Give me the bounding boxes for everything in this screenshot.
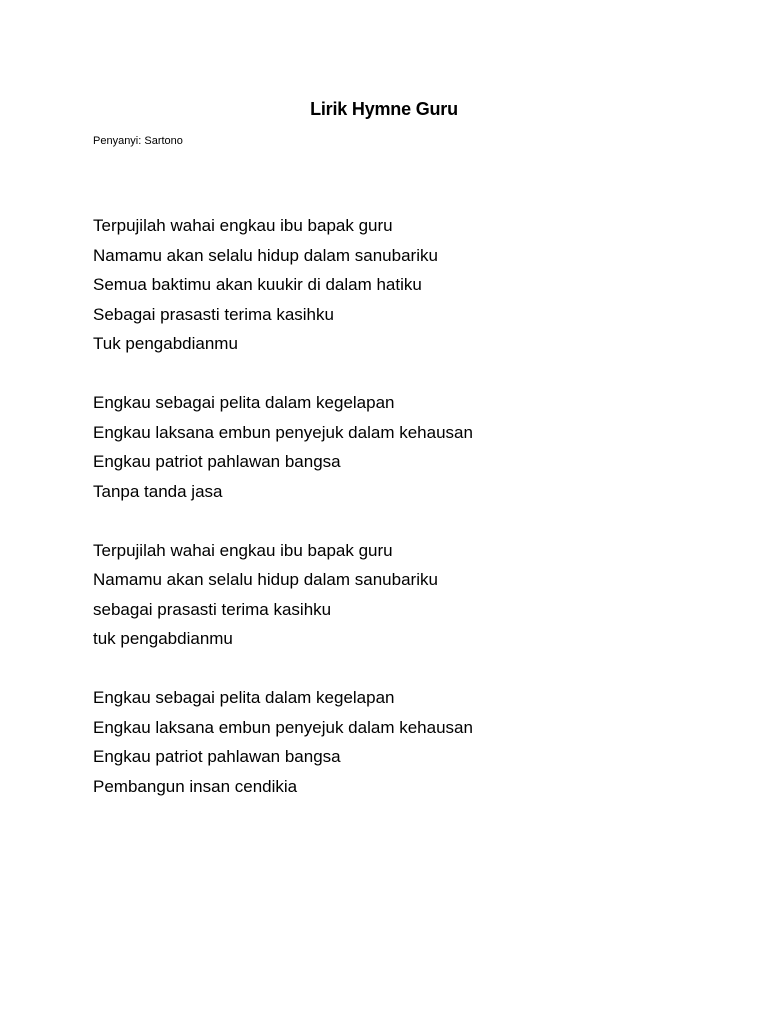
lyric-line: Terpujilah wahai engkau ibu bapak guru bbox=[93, 216, 393, 235]
lyric-line: Tanpa tanda jasa bbox=[93, 481, 223, 501]
lyric-line: sebagai prasasti terima kasihku bbox=[93, 599, 332, 619]
lyric-line: Sebagai prasasti terima kasihku bbox=[93, 304, 334, 324]
document-title: Lirik Hymne Guru bbox=[310, 99, 458, 119]
stanza-3 bbox=[93, 536, 713, 654]
lyric-line: Engkau patriot pahlawan bangsa bbox=[93, 747, 341, 766]
lyrics-body bbox=[93, 211, 713, 831]
lyric-line: Semua baktimu akan kuukir di dalam hatiku bbox=[93, 275, 422, 294]
lyric-line: Engkau laksana embun penyejuk dalam kehausan bbox=[93, 717, 473, 737]
lyric-line: Pembangun insan cendikia bbox=[93, 776, 298, 796]
lyric-line: Namamu akan selalu hidup dalam sanubariku bbox=[93, 245, 438, 265]
lyric-line: Engkau sebagai pelita dalam kegelapan bbox=[93, 688, 395, 707]
lyric-line: Engkau sebagai pelita dalam kegelapan bbox=[93, 393, 395, 412]
singer-credit: Penyanyi: Sartono bbox=[93, 135, 183, 147]
stanza-1 bbox=[93, 211, 713, 359]
stanza-2 bbox=[93, 388, 713, 506]
lyric-line: Terpujilah wahai engkau ibu bapak guru bbox=[93, 540, 393, 560]
lyric-line: Namamu akan selalu hidup dalam sanubariku bbox=[93, 570, 438, 589]
lyric-line: tuk pengabdianmu bbox=[93, 629, 233, 648]
lyric-line: Tuk pengabdianmu bbox=[93, 334, 238, 353]
lyric-line: Engkau patriot pahlawan bangsa bbox=[93, 452, 341, 471]
stanza-4 bbox=[93, 683, 713, 801]
lyric-line: Engkau laksana embun penyejuk dalam kehausan bbox=[93, 422, 473, 442]
